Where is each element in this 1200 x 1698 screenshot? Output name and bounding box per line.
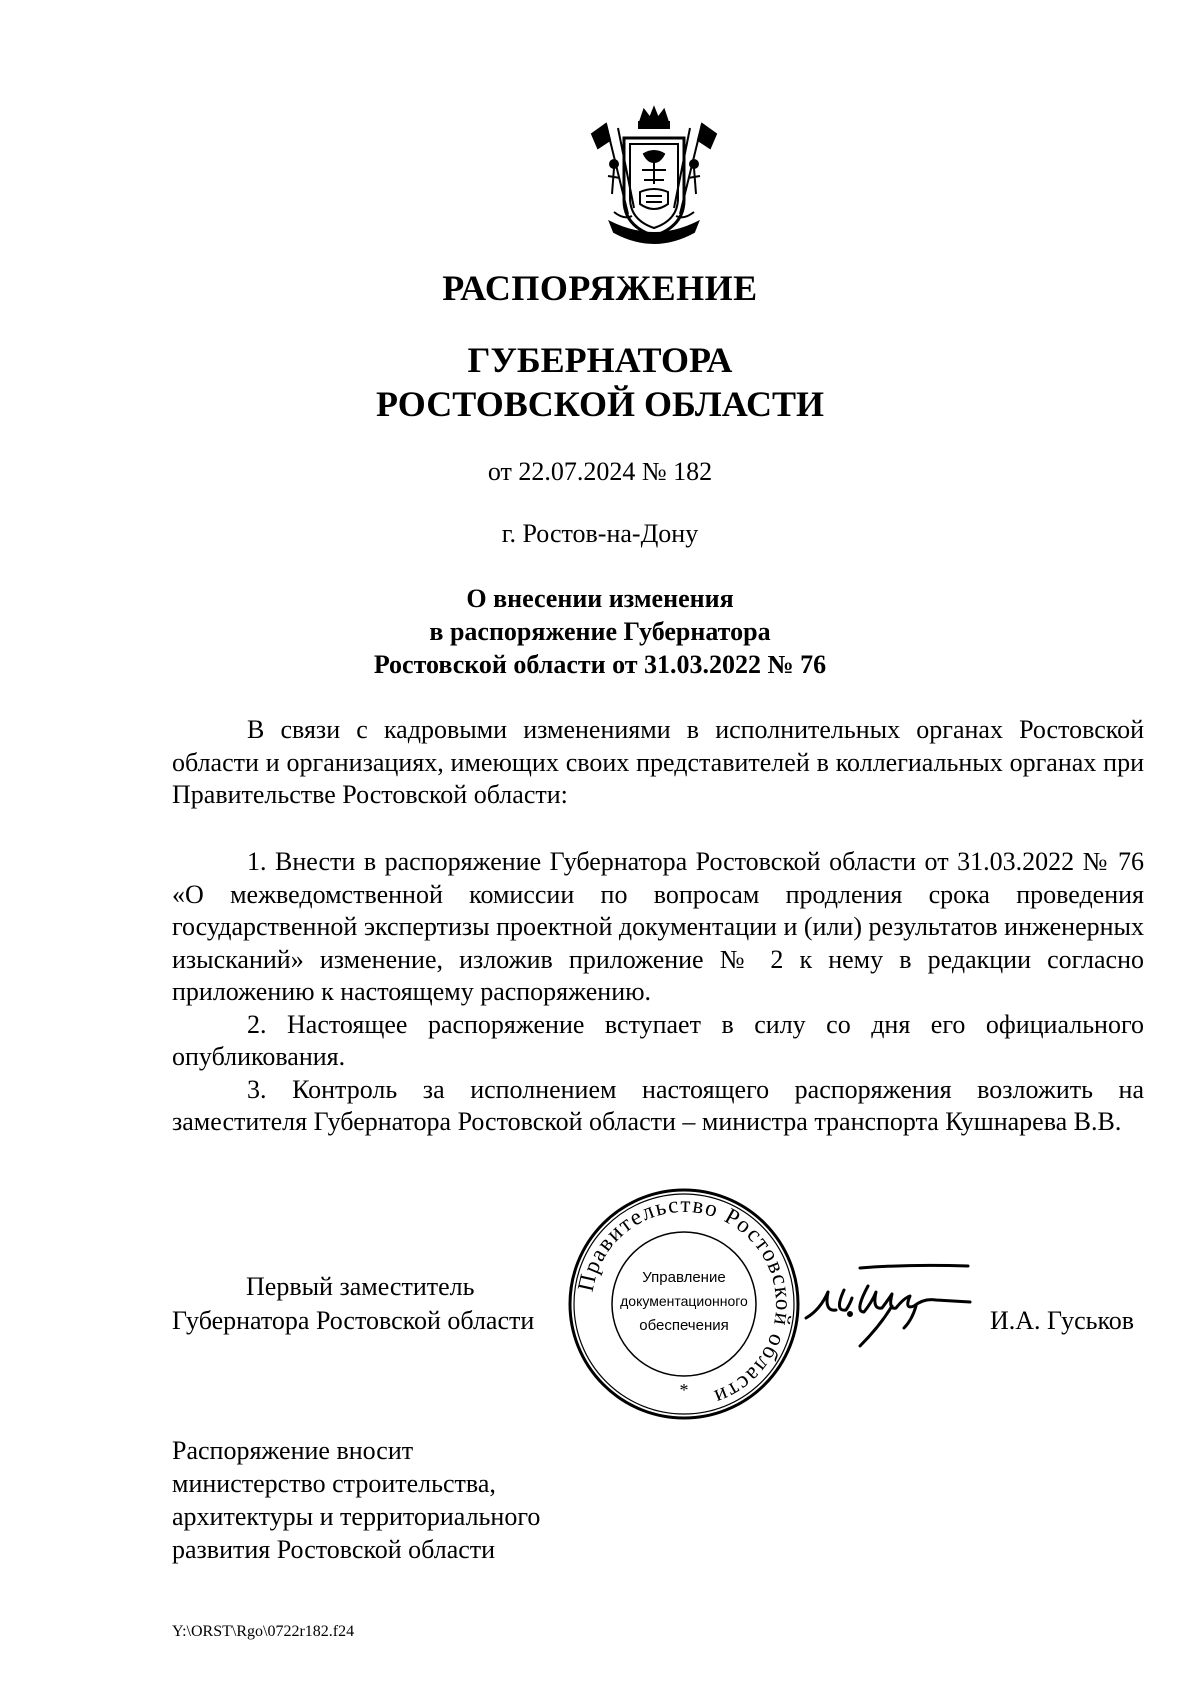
subject-line: Ростовской области от 31.03.2022 № 76 — [373, 650, 827, 679]
seal-inner-line: обеспечения — [639, 1317, 729, 1334]
seal-inner-line: документационного — [620, 1293, 748, 1309]
submitter-block — [172, 1434, 540, 1566]
subject-line: О внесении изменения — [466, 584, 734, 613]
subject-line: в распоряжение Губернатора — [429, 617, 771, 646]
file-path-footer: Y:\ORST\Rgo\0722r182.f24 — [172, 1623, 355, 1640]
seal-icon — [566, 1186, 802, 1422]
seal-star: * — [679, 1380, 689, 1400]
seal-inner-line: Управление — [642, 1269, 726, 1286]
issuer-line: РОСТОВСКОЙ ОБЛАСТИ — [376, 384, 824, 424]
submitter-line: министерство строительства, — [172, 1469, 496, 1498]
seal-outer-text: Правительство Ростовской области — [572, 1191, 797, 1411]
issuer-line: ГУБЕРНАТОРА — [467, 340, 733, 380]
signer-position-line: Губернатора Ростовской области — [172, 1306, 535, 1335]
submitter-line: Распоряжение вносит — [172, 1436, 414, 1465]
items-block — [172, 846, 1144, 1139]
issuer-heading — [0, 338, 1200, 426]
signer-position — [172, 1270, 534, 1338]
document-subject — [0, 582, 1200, 681]
item-paragraph: 1. Внести в распоряжение Губернатора Ростовской области от 31.03.2022 № 76 «О межведомственной комиссии по вопросам продления срока проведения государственной экспертизы проектной документации и (или) результатов инженерных изысканий» изменение, изложив приложение № 2 к нему в редакции согласно приложению к настоящему распоряжению. — [172, 847, 1144, 1006]
signature-icon — [800, 1262, 980, 1350]
submitter-line: архитектуры и территориального — [172, 1502, 541, 1531]
signer-name: И.А. Гуськов — [990, 1306, 1135, 1335]
document-city: г. Ростов-на-Дону — [501, 519, 699, 548]
item-paragraph: 2. Настоящее распоряжение вступает в силу со дня его официального опубликования. — [172, 1009, 1144, 1071]
preamble-block — [172, 714, 1144, 812]
document-date-number: от 22.07.2024 № 182 — [487, 457, 713, 486]
preamble-paragraph: В связи с кадровыми изменениями в исполнительных органах Ростовской области и организациях, имеющих своих представителей в коллегиальных органах при Правительстве Ростовской области: — [172, 715, 1144, 809]
signer-position-line: Первый заместитель — [246, 1272, 475, 1301]
document-type-heading: РАСПОРЯЖЕНИЕ — [442, 268, 758, 308]
coat-of-arms-icon — [584, 104, 724, 256]
submitter-line: развития Ростовской области — [172, 1535, 496, 1564]
item-paragraph: 3. Контроль за исполнением настоящего распоряжения возложить на заместителя Губернатора Ростовской области – министра транспорта Кушнарева В.В. — [172, 1074, 1144, 1136]
